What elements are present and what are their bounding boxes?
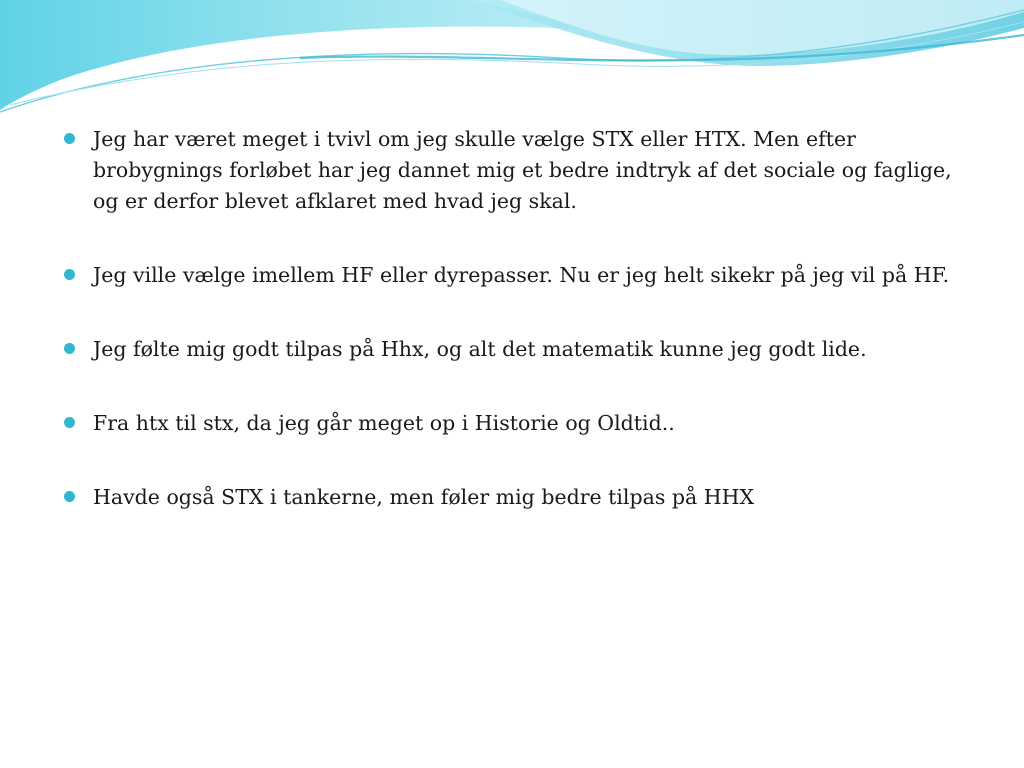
bullet-item xyxy=(62,482,962,513)
bullet-item xyxy=(62,334,962,365)
bullet-text: Jeg har været meget i tvivl om jeg skulle vælge STX eller HTX. Men efter brobygnings forløbet har jeg dannet mig et bedre indtryk af det sociale og faglige, og er derfor blevet afklaret med hvad jeg skal. xyxy=(93,127,952,213)
bullet-text: Jeg følte mig godt tilpas på Hhx, og alt det matematik kunne jeg godt lide. xyxy=(93,337,867,361)
bullet-text: Fra htx til stx, da jeg går meget op i Historie og Oldtid.. xyxy=(93,411,675,435)
bullet-text: Jeg ville vælge imellem HF eller dyrepasser. Nu er jeg helt sikekr på jeg vil på HF. xyxy=(93,263,950,287)
slide-content xyxy=(62,124,962,556)
bullet-text: Havde også STX i tankerne, men føler mig bedre tilpas på HHX xyxy=(93,485,755,509)
wave-header-decoration xyxy=(0,0,1024,130)
bullet-dot-icon xyxy=(64,417,75,428)
bullet-dot-icon xyxy=(64,269,75,280)
bullet-item xyxy=(62,124,962,217)
bullet-item xyxy=(62,408,962,439)
bullet-dot-icon xyxy=(64,491,75,502)
bullet-dot-icon xyxy=(64,133,75,144)
bullet-item xyxy=(62,260,962,291)
bullet-dot-icon xyxy=(64,343,75,354)
bullet-list xyxy=(62,124,962,513)
